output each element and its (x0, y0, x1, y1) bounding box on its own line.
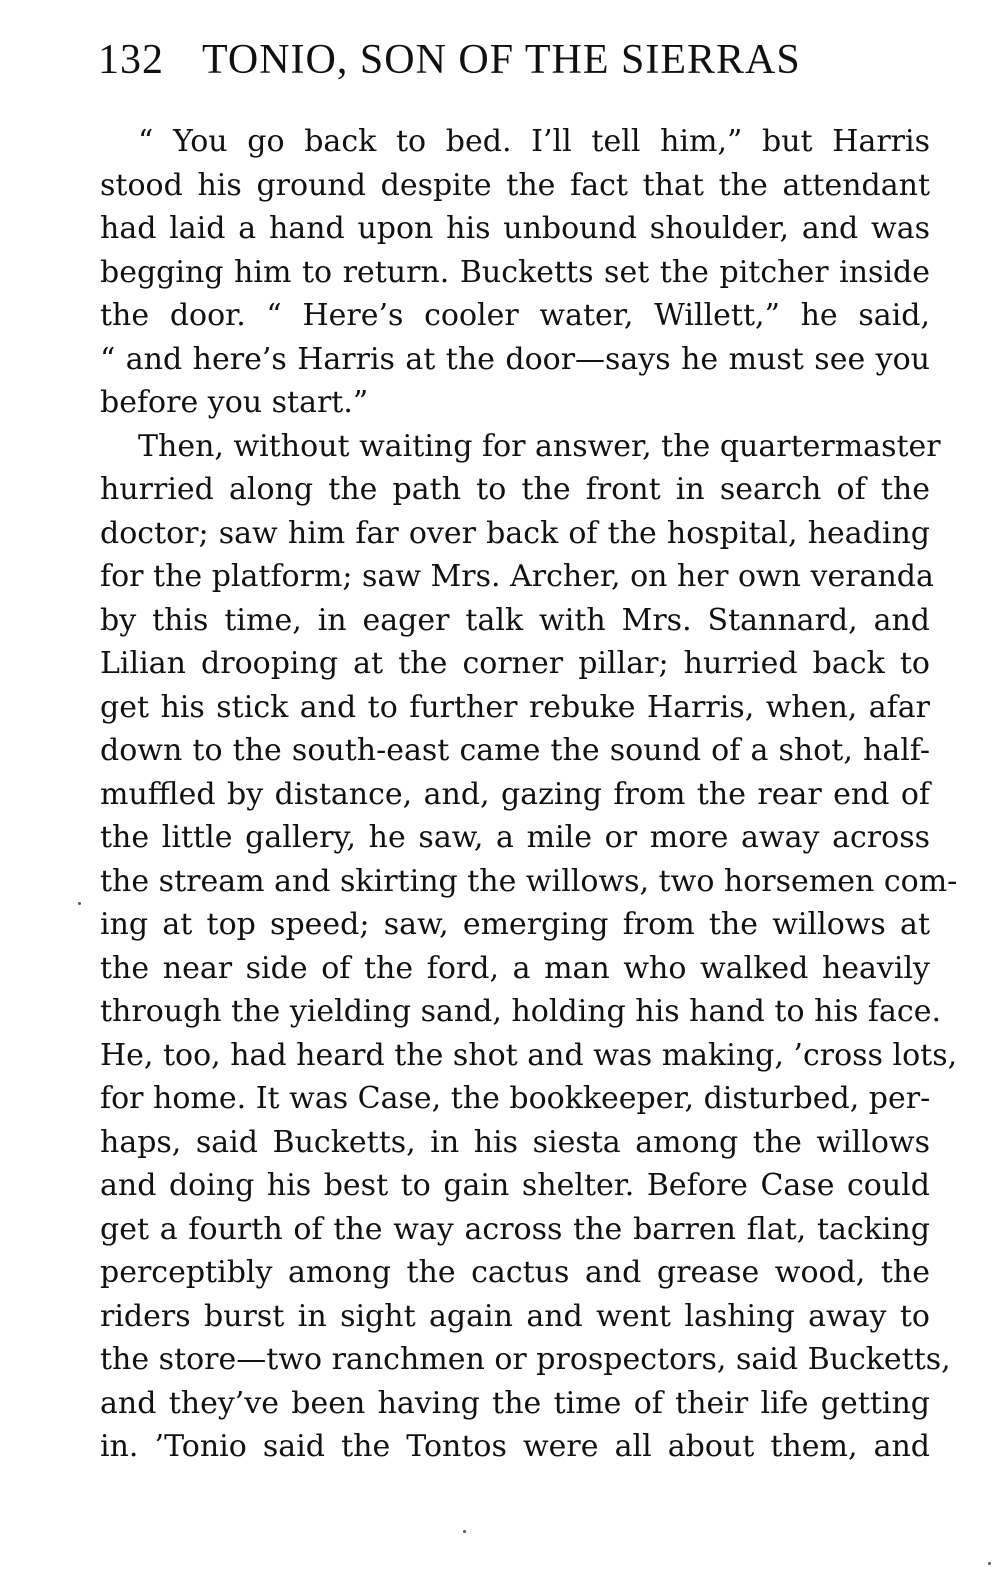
text-line: the near side of the ford, a man who walked heavily (100, 950, 930, 986)
text-line: doctor; saw him far over back of the hospital, heading (100, 515, 930, 551)
text-line: by this time, in eager talk with Mrs. Stannard, and (100, 602, 930, 638)
running-title: TONIO, SON OF THE SIERRAS (202, 37, 801, 83)
page-number: 132 (98, 37, 164, 83)
text-line: and they’ve been having the time of their life getting (100, 1385, 930, 1421)
body-text (100, 120, 958, 1469)
text-line: get his stick and to further rebuke Harris, when, afar (100, 689, 930, 725)
text-line: for the platform; saw Mrs. Archer, on her own veranda (100, 559, 934, 594)
text-line: and doing his best to gain shelter. Before Case could (100, 1168, 930, 1203)
text-line: the little gallery, he saw, a mile or more away across (100, 820, 930, 855)
scan-speck (78, 902, 81, 905)
text-line: ing at top speed; saw, emerging from the willows at (100, 907, 930, 942)
text-line: get a fourth of the way across the barren flat, tacking (100, 1211, 930, 1247)
text-line: riders burst in sight again and went lashing away to (100, 1298, 930, 1334)
running-head (98, 36, 898, 86)
text-line: “ You go back to bed. I’ll tell him,” but Harris (138, 124, 930, 159)
text-line: He, too, had heard the shot and was making, ’cross lots, (100, 1037, 958, 1073)
text-line: muffled by distance, and, gazing from the rear end of (100, 776, 930, 812)
scan-speck (463, 1530, 466, 1533)
text-line: haps, said Bucketts, in his siesta among the willows (100, 1124, 930, 1160)
text-line: the door. “ Here’s cooler water, Willett,” he said, (100, 298, 930, 333)
text-line: perceptibly among the cactus and grease wood, the (100, 1255, 930, 1290)
text-line: the stream and skirting the willows, two horsemen com- (100, 863, 958, 899)
text-line: the store—two ranchmen or prospectors, said Bucketts, (100, 1342, 951, 1377)
text-line: “ and here’s Harris at the door—says he must see you (100, 341, 930, 377)
text-line: stood his ground despite the fact that the attendant (100, 167, 930, 203)
text-line: Lilian drooping at the corner pillar; hurried back to (100, 646, 930, 681)
text-line: down to the south-east came the sound of a shot, half- (100, 733, 930, 768)
text-line: for home. It was Case, the bookkeeper, disturbed, per- (100, 1081, 931, 1116)
text-line: hurried along the path to the front in search of the (100, 472, 930, 507)
text-line: in. ’Tonio said the Tontos were all about them, and (100, 1429, 930, 1464)
text-line: before you start.” (100, 385, 369, 420)
scan-speck (988, 1562, 991, 1565)
text-line: through the yielding sand, holding his hand to his face. (100, 994, 941, 1029)
text-line: had laid a hand upon his unbound shoulder, and was (100, 211, 930, 246)
text-line: Then, without waiting for answer, the quartermaster (138, 428, 941, 464)
text-line: begging him to return. Bucketts set the pitcher inside (100, 254, 930, 290)
